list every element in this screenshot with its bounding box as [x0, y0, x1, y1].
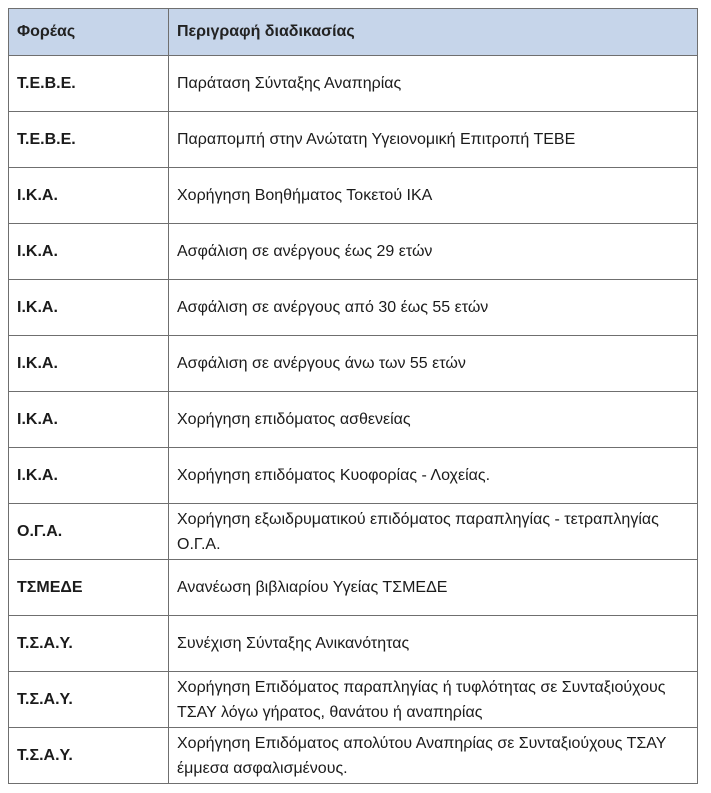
cell-org: Ι.Κ.Α.: [9, 280, 169, 336]
header-row: [9, 9, 698, 56]
table-row: [9, 224, 698, 280]
cell-org: Ι.Κ.Α.: [9, 448, 169, 504]
table-row: [9, 392, 698, 448]
cell-org: Τ.Ε.Β.Ε.: [9, 112, 169, 168]
cell-description: Χορήγηση Επιδόματος παραπληγίας ή τυφλότητας σε Συνταξιούχους ΤΣΑΥ λόγω γήρατος, θανάτου ή αναπηρίας: [169, 672, 698, 728]
cell-description: Ασφάλιση σε ανέργους άνω των 55 ετών: [169, 336, 698, 392]
cell-description: Παραπομπή στην Ανώτατη Υγειονομική Επιτροπή ΤΕΒΕ: [169, 112, 698, 168]
cell-org: Ι.Κ.Α.: [9, 392, 169, 448]
table-row: [9, 672, 698, 728]
table-row: [9, 336, 698, 392]
cell-org: Τ.Σ.Α.Υ.: [9, 728, 169, 784]
table-row: [9, 448, 698, 504]
cell-org: Τ.Ε.Β.Ε.: [9, 56, 169, 112]
cell-org: Ι.Κ.Α.: [9, 336, 169, 392]
cell-description: Παράταση Σύνταξης Αναπηρίας: [169, 56, 698, 112]
table-header: [9, 9, 698, 56]
cell-description: Ανανέωση βιβλιαρίου Υγείας ΤΣΜΕΔΕ: [169, 560, 698, 616]
table-row: [9, 112, 698, 168]
table-row: [9, 616, 698, 672]
table-row: [9, 728, 698, 784]
header-org: Φορέας: [9, 9, 169, 56]
table-row: [9, 280, 698, 336]
table-row: [9, 168, 698, 224]
table-body: [9, 56, 698, 784]
procedures-table-container: [8, 8, 698, 784]
cell-description: Χορήγηση Επιδόματος απολύτου Αναπηρίας σε Συνταξιούχους ΤΣΑΥ έμμεσα ασφαλισμένους.: [169, 728, 698, 784]
cell-org: Ι.Κ.Α.: [9, 224, 169, 280]
cell-description: Χορήγηση Βοηθήματος Τοκετού ΙΚΑ: [169, 168, 698, 224]
cell-org: Τ.Σ.Α.Υ.: [9, 672, 169, 728]
cell-description: Ασφάλιση σε ανέργους από 30 έως 55 ετών: [169, 280, 698, 336]
cell-org: Τ.Σ.Α.Υ.: [9, 616, 169, 672]
cell-org: Ι.Κ.Α.: [9, 168, 169, 224]
cell-description: Χορήγηση επιδόματος ασθενείας: [169, 392, 698, 448]
procedures-table: [8, 8, 698, 784]
cell-description: Χορήγηση εξωιδρυματικού επιδόματος παραπληγίας - τετραπληγίας Ο.Γ.Α.: [169, 504, 698, 560]
table-row: [9, 56, 698, 112]
cell-org: Ο.Γ.Α.: [9, 504, 169, 560]
cell-description: Συνέχιση Σύνταξης Ανικανότητας: [169, 616, 698, 672]
cell-org: ΤΣΜΕΔΕ: [9, 560, 169, 616]
header-description: Περιγραφή διαδικασίας: [169, 9, 698, 56]
cell-description: Ασφάλιση σε ανέργους έως 29 ετών: [169, 224, 698, 280]
table-row: [9, 560, 698, 616]
table-row: [9, 504, 698, 560]
cell-description: Χορήγηση επιδόματος Κυοφορίας - Λοχείας.: [169, 448, 698, 504]
